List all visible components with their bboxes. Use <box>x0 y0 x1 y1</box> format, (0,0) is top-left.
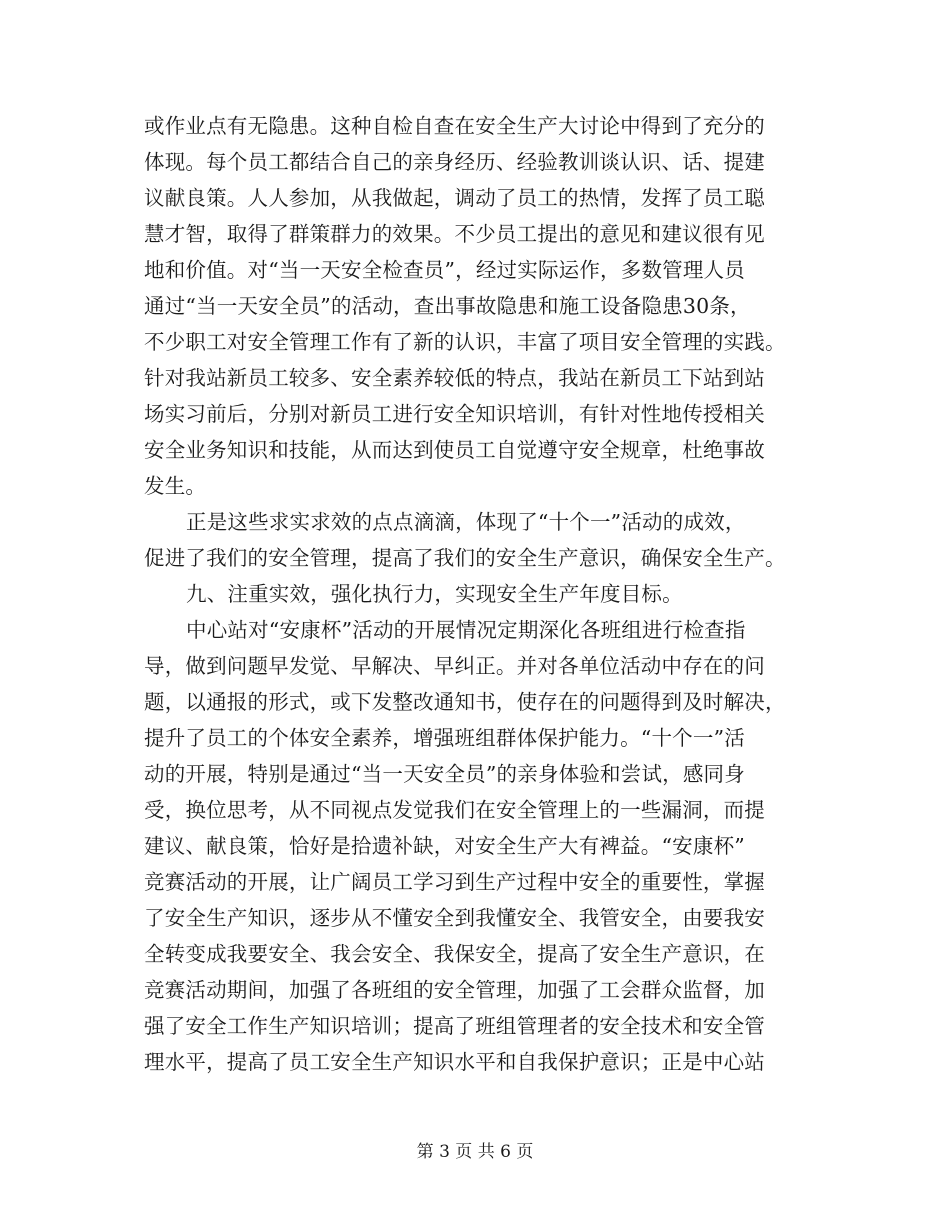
body-line: 或作业点有无隐患。这种自检自查在安全生产大讨论中得到了充分的 <box>144 114 765 138</box>
body-line: 动的开展，特别是通过“当一天安全员”的亲身体验和尝试，感同身 <box>144 762 745 786</box>
section-heading: 九、注重实效，强化执行力，实现安全生产年度目标。 <box>186 582 683 606</box>
document-body <box>144 108 806 1080</box>
body-line: 竞赛活动期间，加强了各班组的安全管理，加强了工会群众监督，加 <box>144 978 765 1002</box>
body-line: 安全业务知识和技能，从而达到使员工自觉遵守安全规章，杜绝事故 <box>144 438 765 462</box>
body-line: 竞赛活动的开展，让广阔员工学习到生产过程中安全的重要性，掌握 <box>144 870 765 894</box>
body-line: 了安全生产知识，逐步从不懂安全到我懂安全、我管安全，由要我安 <box>144 906 765 930</box>
body-line: 理水平，提高了员工安全生产知识水平和自我保护意识；正是中心站 <box>144 1050 765 1074</box>
body-line: 体现。每个员工都结合自己的亲身经历、经验教训谈认识、话、提建 <box>144 150 765 174</box>
body-line: 不少职工对安全管理工作有了新的认识，丰富了项目安全管理的实践。 <box>144 330 786 354</box>
paragraph-start-line: 中心站对“安康杯”活动的开展情况定期深化各班组进行检查指 <box>186 618 746 642</box>
body-line: 强了安全工作生产知识培训；提高了班组管理者的安全技术和安全管 <box>144 1014 765 1038</box>
page-number-footer: 第 3 页 共 6 页 <box>416 1142 534 1162</box>
body-line: 提升了员工的个体安全素养，增强班组群体保护能力。“十个一”活 <box>144 726 745 750</box>
body-line: 地和价值。对“当一天安全检查员”，经过实际运作，多数管理人员 <box>144 258 745 282</box>
body-line: 导，做到问题早发觉、早解决、早纠正。并对各单位活动中存在的问 <box>144 654 765 678</box>
body-line: 慧才智，取得了群策群力的效果。不少员工提出的意见和建议很有见 <box>144 222 765 246</box>
body-line: 受，换位思考，从不同视点发觉我们在安全管理上的一些漏洞，而提 <box>144 798 765 822</box>
body-line: 发生。 <box>144 474 207 498</box>
body-line: 促进了我们的安全管理，提高了我们的安全生产意识，确保安全生产。 <box>144 546 786 570</box>
body-line: 针对我站新员工较多、安全素养较低的特点，我站在新员工下站到站 <box>144 366 765 390</box>
body-line: 议献良策。人人参加，从我做起，调动了员工的热情，发挥了员工聪 <box>144 186 765 210</box>
body-line: 通过“当一天安全员”的活动，查出事故隐患和施工设备隐患30条， <box>144 294 751 318</box>
paragraph-start-line: 正是这些求实求效的点点滴滴，体现了“十个一”活动的成效， <box>186 510 746 534</box>
body-line: 建议、献良策，恰好是拾遗补缺，对安全生产大有裨益。“安康杯” <box>144 834 745 858</box>
body-line: 全转变成我要安全、我会安全、我保安全，提高了安全生产意识，在 <box>144 942 765 966</box>
body-line: 题，以通报的形式，或下发整改通知书，使存在的问题得到及时解决， <box>144 690 786 714</box>
body-line: 场实习前后，分别对新员工进行安全知识培训，有针对性地传授相关 <box>144 402 765 426</box>
